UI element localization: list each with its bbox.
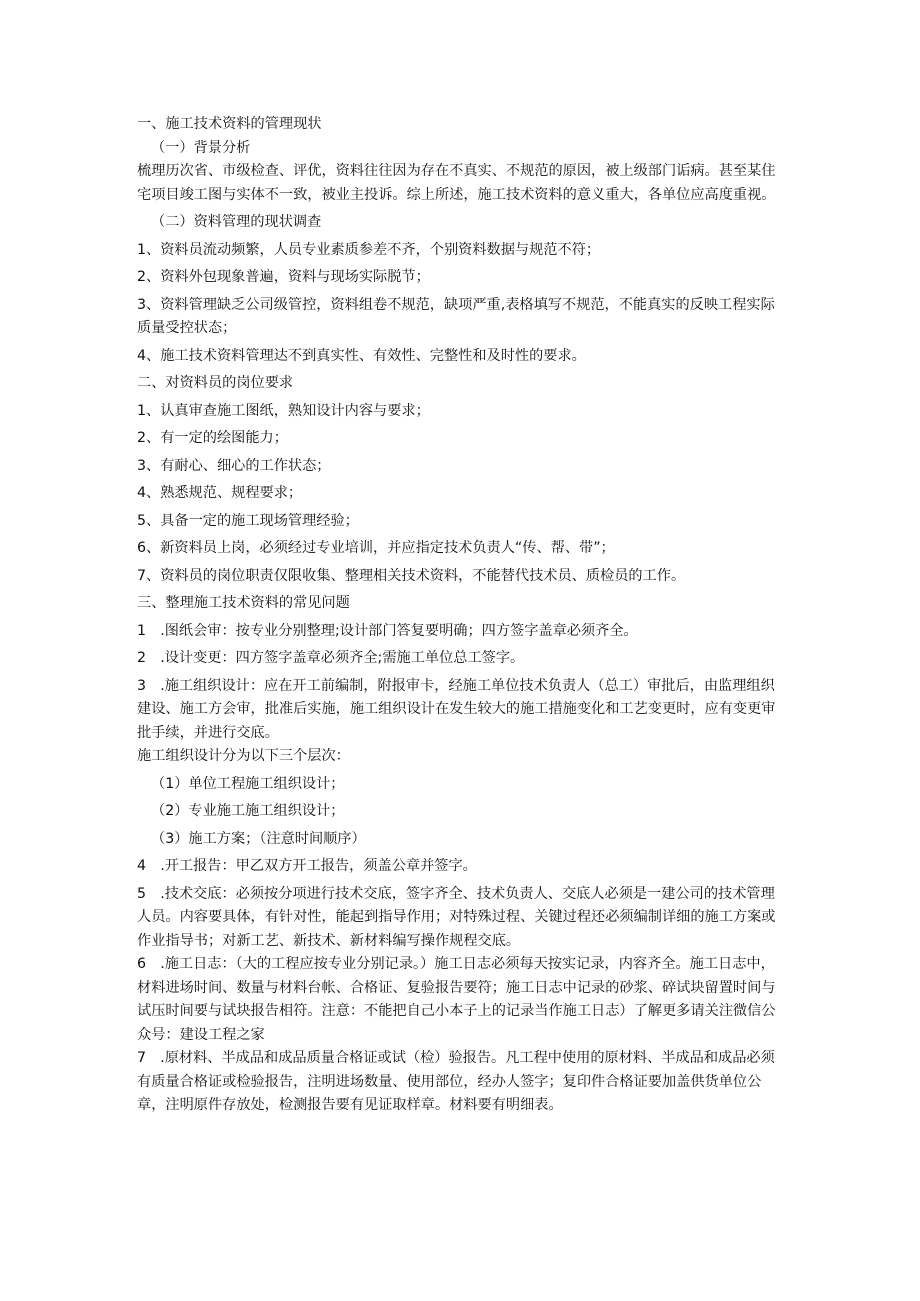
- list-item: 6、新资料员上岗，必须经过专业培训，并应指定技术负责人“传、帮、带”；: [137, 540, 615, 556]
- section-1-heading: 一、施工技术资料的管理现状: [137, 116, 322, 132]
- section-1-subheading-background: （一）背景分析: [151, 139, 251, 156]
- list-item: 3、资料管理缺乏公司级管控，资料组卷不规范，缺项严重,表格填写不规范，不能真实的反映工程实际质量受控状态；: [137, 296, 775, 336]
- list-item: （3）施工方案；（注意时间顺序）: [151, 830, 366, 847]
- section-3-heading: 三、整理施工技术资料的常见问题: [137, 595, 350, 611]
- list-item: 2、有一定的绘图能力；: [137, 430, 288, 446]
- list-item: 6 .施工日志：（大的工程应按专业分别记录。）施工日志必须每天按实记录，内容齐全。施工日志中，材料进场时间、数量与材料台帐、合格证、复验报告要符；施工日志中记录的砂浆、碎试块留置时间与试压时间要与试块报告相符。注意：不能把自己小本子上的记录当作施工日志）了解更多请关注微信公众号：建设工程之家: [137, 956, 776, 1043]
- list-item: 3 .施工组织设计：应在开工前编制，附报审卡，经施工单位技术负责人（总工）审批后，由监理组织建设、施工方会审，批准后实施，施工组织设计在发生较大的施工措施变化和工艺变更时，应有变更审批手续，并进行交底。: [137, 677, 776, 741]
- list-item: 2 .设计变更：四方签字盖章必须齐全;需施工单位总工签字。: [137, 650, 525, 666]
- list-item: 4、熟悉规范、规程要求；: [137, 485, 303, 501]
- list-item: 3、有耐心、细心的工作状态；: [137, 457, 331, 474]
- list-item: （1）单位工程施工组织设计；: [151, 775, 345, 792]
- list-item: （2）专业施工施工组织设计；: [151, 803, 345, 819]
- section-2-heading: 二、对资料员的岗位要求: [137, 375, 294, 391]
- list-item: 2、资料外包现象普遍，资料与现场实际脱节；: [137, 269, 430, 285]
- list-item: 1、资料员流动频繁，人员专业素质参差不齐，个别资料数据与规范不符；: [137, 241, 601, 258]
- list-item: 7、资料员的岗位职责仅限收集、整理相关技术资料，不能替代技术员、质检员的工作。: [137, 567, 686, 584]
- construction-design-levels-intro: 施工组织设计分为以下三个层次：: [137, 748, 350, 764]
- list-item: 5、具备一定的施工现场管理经验；: [137, 512, 359, 529]
- section-1-background-paragraph: 梳理历次省、市级检查、评优，资料往往因为存在不真实、不规范的原因，被上级部门诟病。甚至某住宅项目竣工图与实体不一致，被业主投诉。综上所述，施工技术资料的意义重大，各单位应高度重视。: [137, 163, 776, 203]
- list-item: 4、施工技术资料管理达不到真实性、有效性、完整性和及时性的要求。: [137, 347, 586, 364]
- document-body: [137, 113, 787, 1118]
- list-item: 7 .原材料、半成品和成品质量合格证或试（检）验报告。凡工程中使用的原材料、半成品和成品必须有质量合格证或检验报告，注明进场数量、使用部位，经办人签字；复印件合格证要加盖供货单位公章，注明原件存放处，检测报告要有见证取样章。材料要有明细表。: [137, 1050, 775, 1113]
- list-item: 5 .技术交底：必须按分项进行技术交底，签字齐全、技术负责人、交底人必须是一建公司的技术管理人员。内容要具体，有针对性，能起到指导作用；对特殊过程、关键过程还必须编制详细的施工方案或作业指导书；对新工艺、新技术、新材料编写操作规程交底。: [137, 885, 776, 949]
- list-item: 1 .图纸会审：按专业分别整理;设计部门答复要明确；四方签字盖章必须齐全。: [137, 622, 638, 639]
- list-item: 1、认真审查施工图纸，熟知设计内容与要求；: [137, 402, 430, 419]
- list-item: 4 .开工报告：甲乙双方开工报告，须盖公章并签字。: [137, 858, 477, 874]
- section-1-subheading-survey: （二）资料管理的现状调查: [151, 214, 322, 230]
